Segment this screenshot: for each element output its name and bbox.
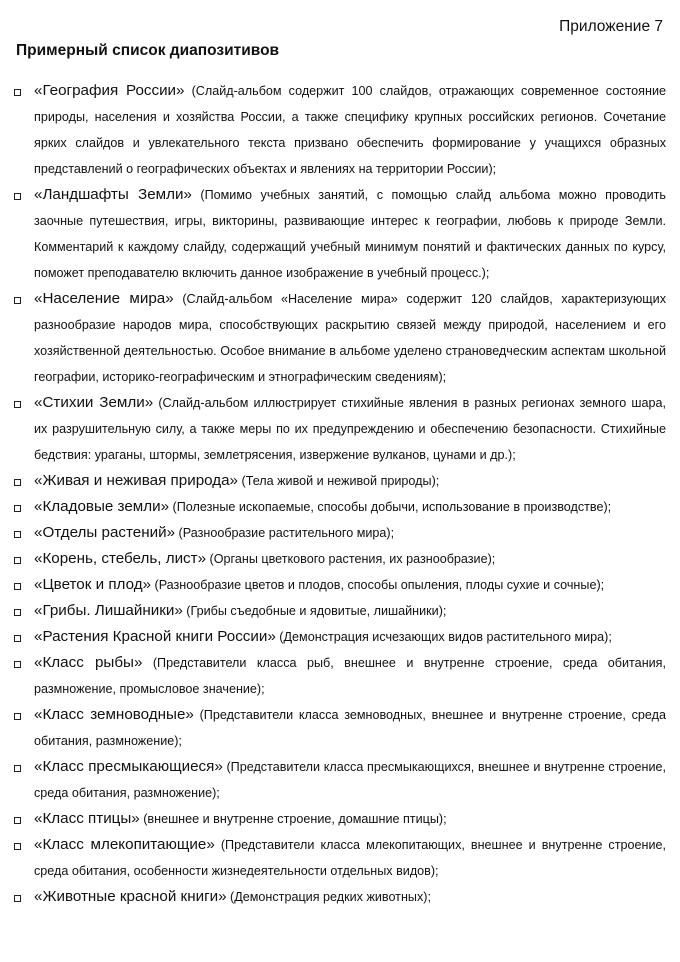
list-item — [14, 702, 666, 754]
item-name: «Стихии Земли» — [34, 394, 154, 411]
list-item — [14, 572, 666, 598]
item-description: (внешнее и внутренне строение, домашние птицы); — [139, 812, 447, 826]
item-description: (Представители класса пресмыкающихся, внешнее и внутренне строение, среда обитания, размножение); — [34, 760, 666, 800]
slides-list — [14, 78, 666, 910]
item-description: (Представители класса млекопитающих, внешнее и внутренне строение, среда обитания, особенности жизнедеятельности отдельных видов); — [34, 838, 666, 878]
item-description: (Полезные ископаемые, способы добычи, использование в производстве); — [169, 500, 612, 514]
item-description: (Слайд-альбом иллюстрирует стихийные явления в разных регионах земного шара, их разрушительную силу, а также меры по их предупреждению и обеспечению безопасности. Стихийные бедствия: ураганы, штормы, землетрясения, извержение вулканов, цунами и др.); — [34, 396, 666, 462]
checkbox-bullet-icon — [14, 193, 21, 200]
item-description: (Слайд-альбом «Население мира» содержит 120 слайдов, характеризующих разнообразие народов мира, способствующих раскрытию связей между природой, населением и его хозяйственной деятельностью. Особое внимание в альбоме уделено страноведческим аспектам школьной географии, историко-географическим и этнографическим сведениям); — [34, 292, 666, 384]
item-name: «Класс пресмыкающиеся» — [34, 758, 223, 775]
checkbox-bullet-icon — [14, 635, 21, 642]
list-item — [14, 598, 666, 624]
checkbox-bullet-icon — [14, 895, 21, 902]
list-item — [14, 390, 666, 468]
list-item — [14, 494, 666, 520]
checkbox-bullet-icon — [14, 583, 21, 590]
item-description: (Грибы съедобные и ядовитые, лишайники); — [182, 604, 447, 618]
checkbox-bullet-icon — [14, 765, 21, 772]
item-description: (Представители класса рыб, внешнее и внутренне строение, среда обитания, размножение, промысловое значение); — [34, 656, 666, 696]
list-item — [14, 650, 666, 702]
list-item — [14, 832, 666, 884]
item-name: «Ландшафты Земли» — [34, 186, 192, 203]
item-description: (Разнообразие растительного мира); — [175, 526, 395, 540]
checkbox-bullet-icon — [14, 479, 21, 486]
checkbox-bullet-icon — [14, 713, 21, 720]
checkbox-bullet-icon — [14, 531, 21, 538]
item-name: «Класс рыбы» — [34, 654, 143, 671]
checkbox-bullet-icon — [14, 401, 21, 408]
list-item — [14, 78, 666, 182]
item-name: «Отделы растений» — [34, 524, 176, 541]
item-name: «Класс птицы» — [34, 810, 140, 827]
item-name: «Грибы. Лишайники» — [34, 602, 183, 619]
item-name: «Цветок и плод» — [34, 576, 151, 593]
list-item — [14, 884, 666, 910]
item-description: (Представители класса земноводных, внешнее и внутренне строение, среда обитания, размножение); — [34, 708, 666, 748]
item-name: «Класс земноводные» — [34, 706, 194, 723]
list-item — [14, 286, 666, 390]
item-description: (Слайд-альбом содержит 100 слайдов, отражающих современное состояние природы, населения и хозяйства России, а также специфику крупных российских регионов. Сочетание ярких слайдов и увлекательного текста призвано обеспечить формирование у учащихся образных представлений о географических объектах и явлениях на территории России); — [34, 84, 666, 176]
appendix-label: Приложение 7 — [559, 18, 663, 35]
item-name: «Растения Красной книги России» — [34, 628, 276, 645]
checkbox-bullet-icon — [14, 661, 21, 668]
item-description: (Органы цветкового растения, их разнообразие); — [206, 552, 496, 566]
checkbox-bullet-icon — [14, 843, 21, 850]
item-name: «Корень, стебель, лист» — [34, 550, 207, 567]
list-item — [14, 754, 666, 806]
list-item — [14, 806, 666, 832]
checkbox-bullet-icon — [14, 505, 21, 512]
item-name: «Кладовые земли» — [34, 498, 170, 515]
list-item — [14, 468, 666, 494]
list-item — [14, 520, 666, 546]
item-description: (Помимо учебных занятий, с помощью слайд альбома можно проводить заочные путешествия, игры, викторины, развивающие интерес к географии, любовь к природе Земли. Комментарий к каждому слайду, содержащий учебный минимум понятий и фактических данных по курсу, поможет преподавателю включить данное изображение в учебный процесс.); — [34, 188, 666, 280]
checkbox-bullet-icon — [14, 89, 21, 96]
item-description: (Демонстрация исчезающих видов растительного мира); — [275, 630, 612, 644]
item-name: «Население мира» — [34, 290, 174, 307]
list-item — [14, 546, 666, 572]
item-name: «Животные красной книги» — [34, 888, 227, 905]
list-item — [14, 182, 666, 286]
item-description: (Разнообразие цветов и плодов, способы опыления, плоды сухие и сочные); — [151, 578, 605, 592]
list-item — [14, 624, 666, 650]
item-description: (Демонстрация редких животных); — [226, 890, 431, 904]
item-name: «Живая и неживая природа» — [34, 472, 239, 489]
checkbox-bullet-icon — [14, 297, 21, 304]
checkbox-bullet-icon — [14, 609, 21, 616]
checkbox-bullet-icon — [14, 817, 21, 824]
item-name: «Класс млекопитающие» — [34, 836, 215, 853]
page-title: Примерный список диапозитивов — [16, 42, 280, 59]
item-name: «География России» — [34, 82, 185, 99]
checkbox-bullet-icon — [14, 557, 21, 564]
item-description: (Тела живой и неживой природы); — [238, 474, 440, 488]
